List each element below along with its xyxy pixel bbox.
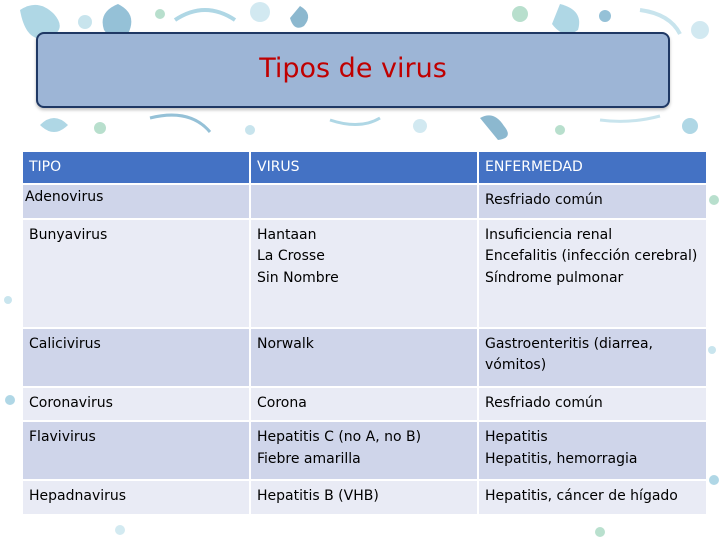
cell-enfermedad: Hepatitis Hepatitis, hemorragia [478, 421, 707, 480]
table-header-row [22, 151, 707, 184]
cell-tipo: Calicivirus [22, 328, 250, 387]
cell-tipo: Bunyavirus [22, 219, 250, 328]
table-row [22, 387, 707, 422]
header-virus: VIRUS [250, 151, 478, 184]
cell-tipo: Hepadnavirus [22, 480, 250, 515]
cell-virus: Corona [250, 387, 478, 422]
cell-enfermedad: Insuficiencia renal Encefalitis (infección cerebral) Síndrome pulmonar [478, 219, 707, 328]
table-row [22, 421, 707, 480]
header-tipo: TIPO [22, 151, 250, 184]
cell-enfermedad: Hepatitis, cáncer de hígado [478, 480, 707, 515]
page-title: Tipos de virus [259, 53, 447, 84]
cell-tipo: Flavivirus [22, 421, 250, 480]
title-banner [36, 32, 670, 108]
cell-tipo: Coronavirus [22, 387, 250, 422]
table-row [22, 328, 707, 387]
cell-enfermedad: Resfriado común [478, 387, 707, 422]
cell-virus: Norwalk [250, 328, 478, 387]
table-row [22, 480, 707, 515]
cell-virus: Hepatitis B (VHB) [250, 480, 478, 515]
table-row [22, 184, 707, 219]
cell-virus: Hepatitis C (no A, no B) Fiebre amarilla [250, 421, 478, 480]
cell-enfermedad: Resfriado común [478, 184, 707, 219]
virus-types-table [21, 150, 708, 516]
cell-tipo: Adenovirus [22, 184, 250, 219]
table-row [22, 219, 707, 328]
cell-enfermedad: Gastroenteritis (diarrea, vómitos) [478, 328, 707, 387]
header-enfermedad: ENFERMEDAD [478, 151, 707, 184]
cell-virus [250, 184, 478, 219]
cell-virus: Hantaan La Crosse Sin Nombre [250, 219, 478, 328]
